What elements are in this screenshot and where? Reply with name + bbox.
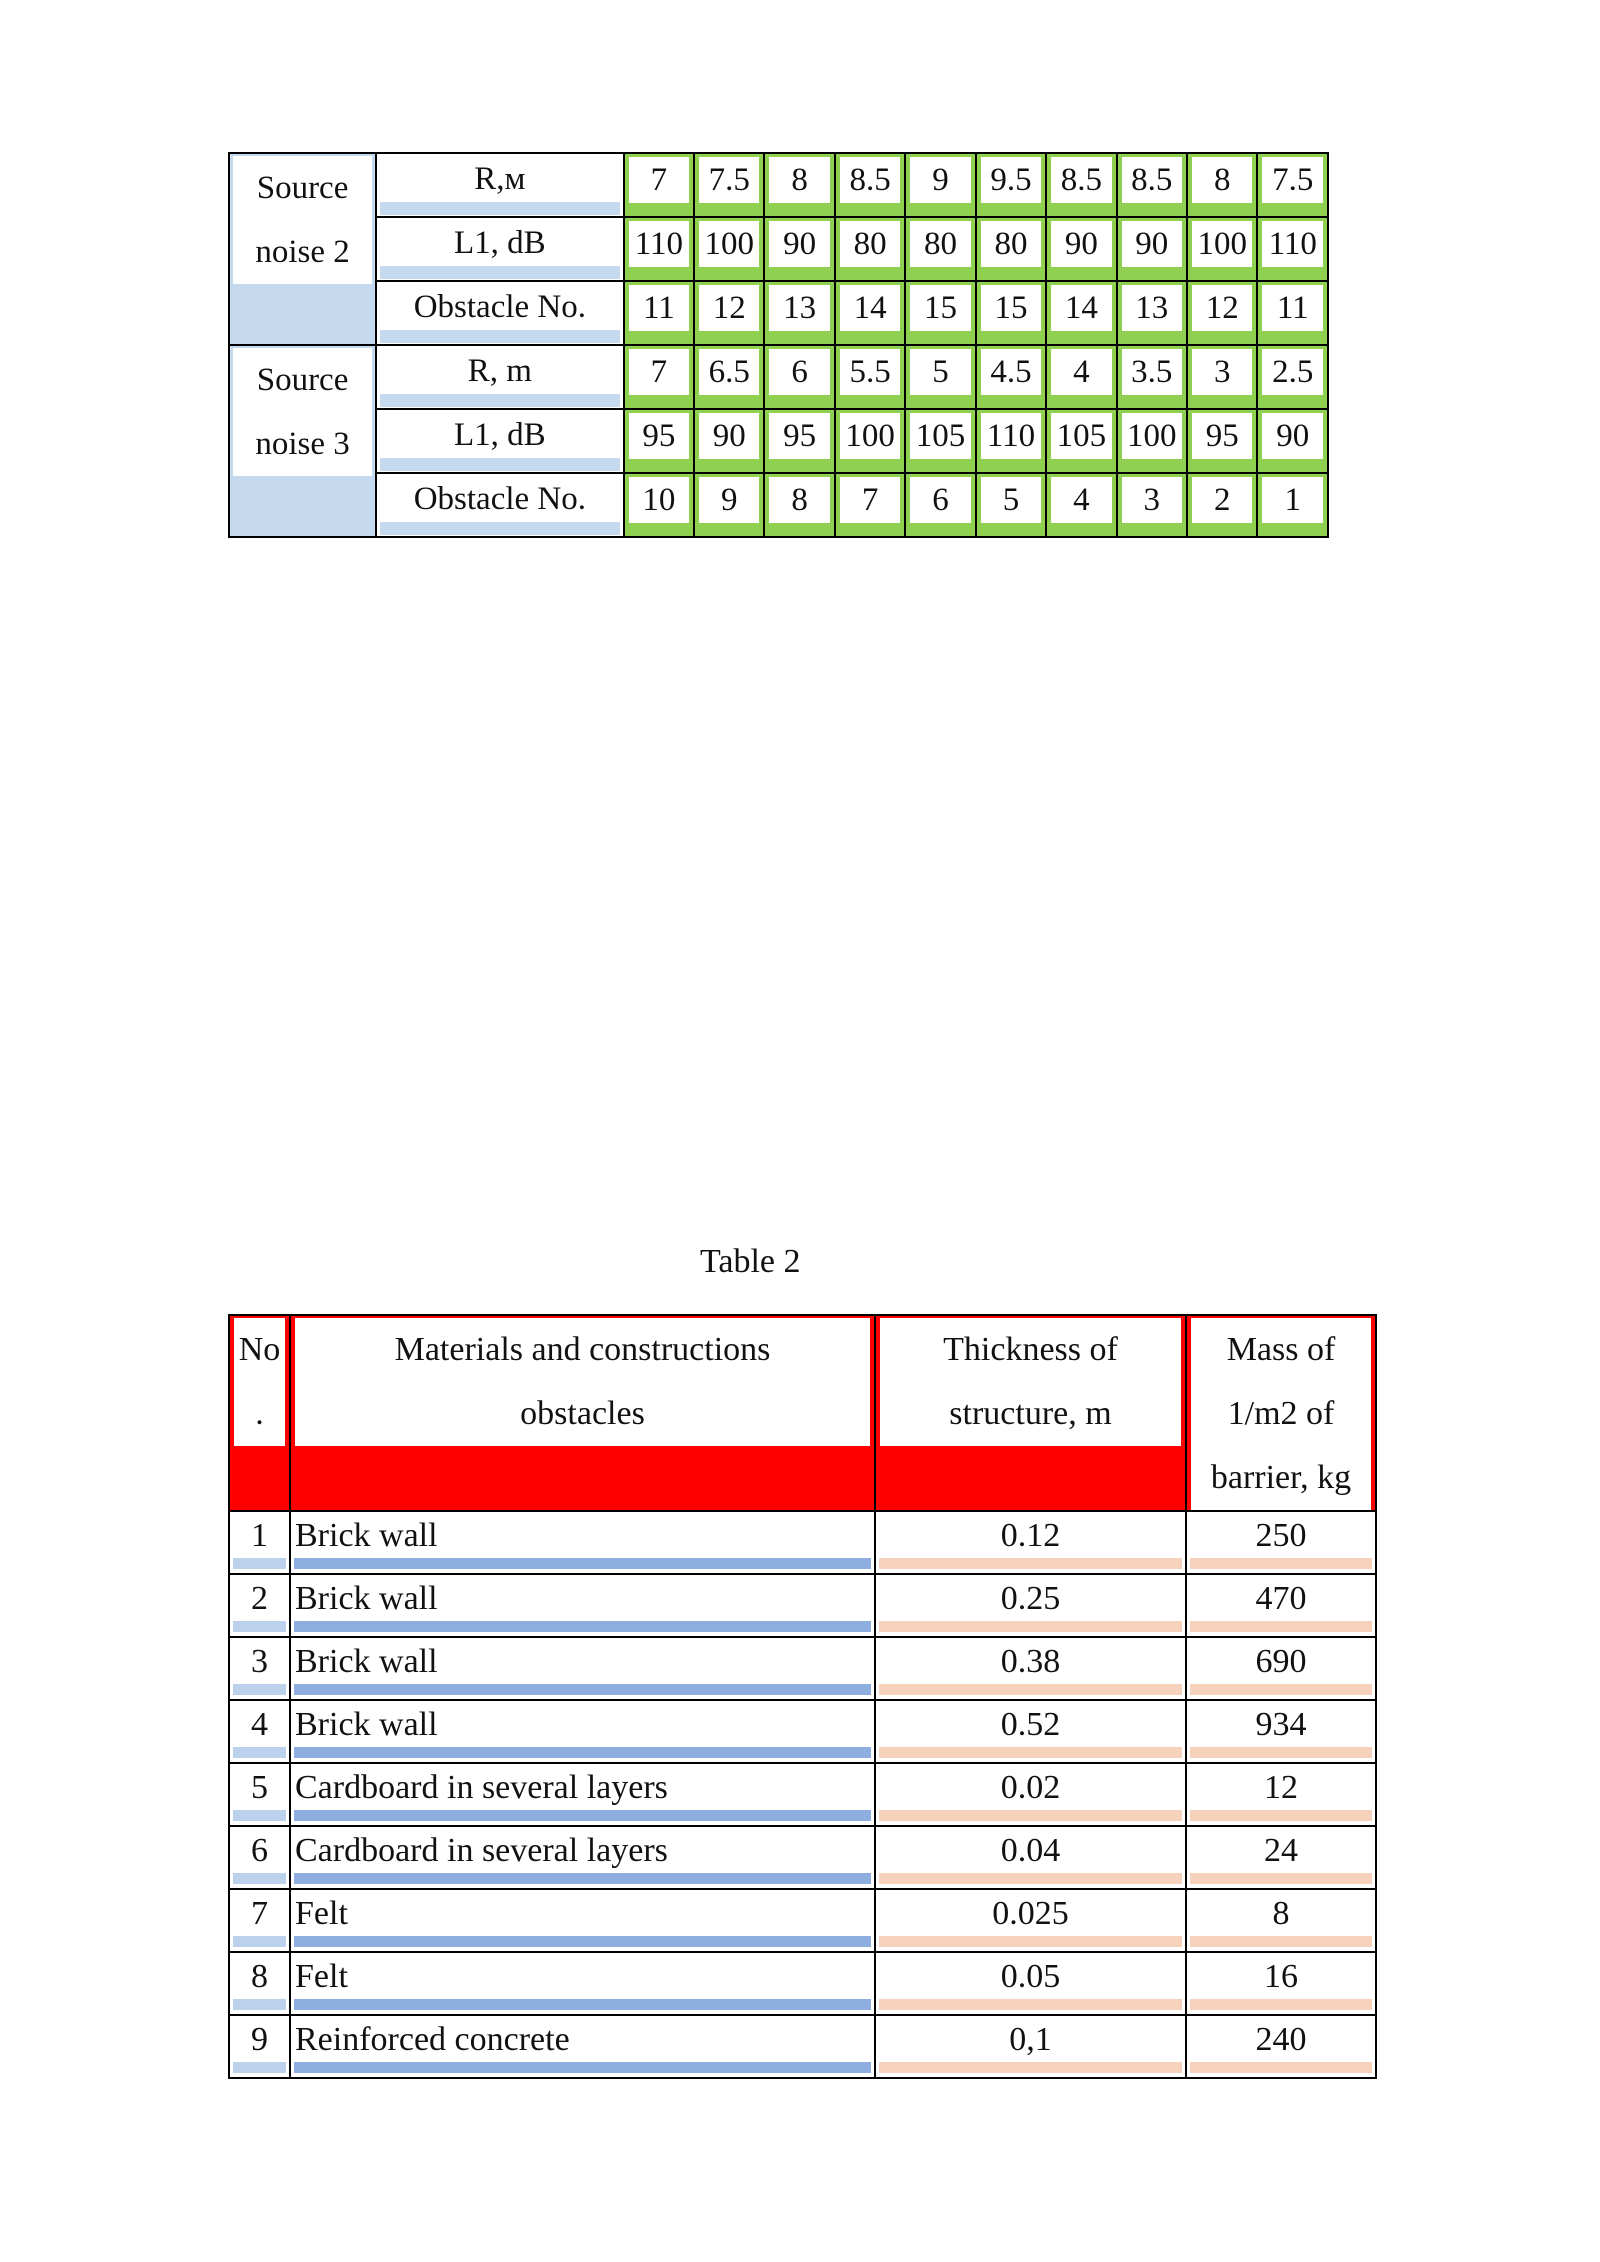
- value-text: 4: [1051, 477, 1111, 523]
- row-number: 4: [233, 1703, 286, 1758]
- mass-value: 690: [1190, 1640, 1372, 1695]
- row-number-cell: [229, 2015, 290, 2078]
- value-cell: [764, 281, 834, 345]
- value-cell: [694, 281, 764, 345]
- row-number-cell: [229, 1637, 290, 1700]
- value-text: 7.5: [699, 157, 759, 203]
- row-number: 7: [233, 1892, 286, 1947]
- row-number-cell: [229, 1700, 290, 1763]
- value-text: 100: [1192, 221, 1252, 267]
- material-name: Cardboard in several layers: [294, 1766, 871, 1821]
- table-row: [229, 1700, 1376, 1763]
- value-cell: [1117, 345, 1187, 409]
- value-cell: [624, 281, 694, 345]
- value-cell: [1257, 473, 1328, 537]
- value-cell: [976, 345, 1046, 409]
- header-thickness-line: Thickness of: [943, 1331, 1118, 1368]
- thickness-value: 0.04: [879, 1829, 1182, 1884]
- header-material-line: obstacles: [520, 1395, 645, 1432]
- row-number: 1: [233, 1514, 286, 1569]
- parameter-label-cell: [376, 409, 624, 473]
- source-noise-label: noise 3: [255, 426, 350, 462]
- mass-value: 24: [1190, 1829, 1372, 1884]
- row-number: 6: [233, 1829, 286, 1884]
- value-cell: [905, 217, 975, 281]
- value-text: 7: [629, 157, 689, 203]
- material-name-cell: [290, 1574, 875, 1637]
- value-cell: [1046, 409, 1116, 473]
- thickness-value: 0.025: [879, 1892, 1182, 1947]
- value-cell: [764, 345, 834, 409]
- value-text: 100: [699, 221, 759, 267]
- thickness-value-cell: [875, 1763, 1186, 1826]
- value-text: 9: [910, 157, 970, 203]
- parameter-label-cell: [376, 217, 624, 281]
- thickness-value-cell: [875, 1700, 1186, 1763]
- value-cell: [1257, 409, 1328, 473]
- value-cell: [976, 281, 1046, 345]
- source-noise-cell: [229, 345, 376, 537]
- value-cell: [1046, 217, 1116, 281]
- value-cell: [624, 153, 694, 217]
- value-text: 90: [1051, 221, 1111, 267]
- value-text: 100: [1122, 413, 1182, 459]
- table-row: [229, 1952, 1376, 2015]
- thickness-value-cell: [875, 1826, 1186, 1889]
- value-cell: [1046, 473, 1116, 537]
- table-row: [229, 2015, 1376, 2078]
- mass-value-cell: [1186, 1511, 1376, 1574]
- header-mass-line: barrier, kg: [1210, 1459, 1352, 1496]
- thickness-value: 0,1: [879, 2018, 1182, 2073]
- value-text: 95: [769, 413, 829, 459]
- value-text: 8: [769, 477, 829, 523]
- table-row: [229, 1574, 1376, 1637]
- table-row: [229, 1763, 1376, 1826]
- mass-value: 8: [1190, 1892, 1372, 1947]
- value-text: 2: [1192, 477, 1252, 523]
- row-number: 3: [233, 1640, 286, 1695]
- header-material: [290, 1315, 875, 1511]
- value-text: 5.5: [840, 349, 900, 395]
- parameter-label: L1, dB: [380, 412, 620, 471]
- value-text: 13: [1122, 285, 1182, 331]
- parameter-label-cell: [376, 153, 624, 217]
- value-cell: [1187, 409, 1257, 473]
- mass-value-cell: [1186, 1952, 1376, 2015]
- value-text: 110: [1262, 221, 1323, 267]
- thickness-value-cell: [875, 2015, 1186, 2078]
- header-mass: [1186, 1315, 1376, 1511]
- source-noise-label: Source: [256, 170, 349, 206]
- thickness-value-cell: [875, 1889, 1186, 1952]
- thickness-value: 0.52: [879, 1703, 1182, 1758]
- material-name: Brick wall: [294, 1514, 871, 1569]
- value-cell: [835, 409, 905, 473]
- thickness-value: 0.05: [879, 1955, 1182, 2010]
- value-text: 10: [629, 477, 689, 523]
- value-text: 14: [1051, 285, 1111, 331]
- value-text: 14: [840, 285, 900, 331]
- value-cell: [1257, 281, 1328, 345]
- value-cell: [905, 473, 975, 537]
- value-text: 6: [769, 349, 829, 395]
- value-cell: [764, 409, 834, 473]
- row-number: 8: [233, 1955, 286, 2010]
- value-cell: [764, 217, 834, 281]
- value-text: 7: [840, 477, 900, 523]
- value-cell: [1257, 217, 1328, 281]
- value-text: 7: [629, 349, 689, 395]
- value-text: 80: [910, 221, 970, 267]
- material-name: Felt: [294, 1955, 871, 2010]
- header-no-line: No: [238, 1331, 281, 1368]
- material-name-cell: [290, 1952, 875, 2015]
- mass-value-cell: [1186, 1574, 1376, 1637]
- thickness-value-cell: [875, 1511, 1186, 1574]
- value-cell: [1117, 473, 1187, 537]
- material-name-cell: [290, 1763, 875, 1826]
- value-text: 13: [769, 285, 829, 331]
- value-cell: [1187, 281, 1257, 345]
- table-row: [229, 1826, 1376, 1889]
- value-text: 12: [699, 285, 759, 331]
- material-name: Cardboard in several layers: [294, 1829, 871, 1884]
- material-name-cell: [290, 1511, 875, 1574]
- value-cell: [976, 153, 1046, 217]
- parameter-label-cell: [376, 473, 624, 537]
- value-text: 15: [910, 285, 970, 331]
- value-cell: [905, 345, 975, 409]
- value-text: 110: [629, 221, 689, 267]
- mass-value-cell: [1186, 1637, 1376, 1700]
- material-name: Felt: [294, 1892, 871, 1947]
- table-row: [229, 1889, 1376, 1952]
- value-cell: [1046, 345, 1116, 409]
- mass-value-cell: [1186, 2015, 1376, 2078]
- value-text: 110: [981, 413, 1041, 459]
- thickness-value-cell: [875, 1952, 1186, 2015]
- noise-row: [229, 153, 1328, 217]
- material-name: Brick wall: [294, 1577, 871, 1632]
- value-cell: [1117, 409, 1187, 473]
- value-cell: [1117, 281, 1187, 345]
- value-cell: [624, 217, 694, 281]
- source-noise-label: noise 2: [255, 234, 350, 270]
- value-cell: [976, 217, 1046, 281]
- value-cell: [1046, 281, 1116, 345]
- value-cell: [624, 345, 694, 409]
- table-2-caption: Table 2: [700, 1243, 801, 1280]
- value-cell: [694, 345, 764, 409]
- value-text: 8.5: [840, 157, 900, 203]
- value-text: 105: [1051, 413, 1111, 459]
- value-text: 15: [981, 285, 1041, 331]
- value-cell: [976, 409, 1046, 473]
- header-mass-line: Mass of: [1226, 1331, 1336, 1368]
- material-name: Brick wall: [294, 1703, 871, 1758]
- value-text: 4.5: [981, 349, 1041, 395]
- mass-value: 250: [1190, 1514, 1372, 1569]
- mass-value: 934: [1190, 1703, 1372, 1758]
- value-text: 95: [1192, 413, 1252, 459]
- value-cell: [1257, 345, 1328, 409]
- source-noise-label: Source: [256, 362, 349, 398]
- materials-table: [228, 1314, 1377, 2079]
- value-cell: [905, 281, 975, 345]
- mass-value-cell: [1186, 1763, 1376, 1826]
- value-text: 90: [1122, 221, 1182, 267]
- value-text: 7.5: [1262, 157, 1323, 203]
- material-name-cell: [290, 1700, 875, 1763]
- mass-value-cell: [1186, 1826, 1376, 1889]
- row-number-cell: [229, 1826, 290, 1889]
- value-cell: [835, 281, 905, 345]
- thickness-value-cell: [875, 1574, 1186, 1637]
- thickness-value: 0.02: [879, 1766, 1182, 1821]
- thickness-value-cell: [875, 1637, 1186, 1700]
- material-name-cell: [290, 1889, 875, 1952]
- header-material-line: Materials and constructions: [394, 1331, 771, 1368]
- value-text: 80: [840, 221, 900, 267]
- header-mass-line: 1/m2 of: [1227, 1395, 1335, 1432]
- value-text: 90: [1262, 413, 1323, 459]
- value-text: 9: [699, 477, 759, 523]
- value-cell: [1187, 153, 1257, 217]
- value-cell: [835, 217, 905, 281]
- row-number-cell: [229, 1889, 290, 1952]
- value-text: 80: [981, 221, 1041, 267]
- value-cell: [1117, 153, 1187, 217]
- value-cell: [764, 473, 834, 537]
- value-text: 90: [699, 413, 759, 459]
- mass-value-cell: [1186, 1889, 1376, 1952]
- row-number-cell: [229, 1574, 290, 1637]
- mass-value-cell: [1186, 1700, 1376, 1763]
- mass-value: 12: [1190, 1766, 1372, 1821]
- value-cell: [764, 153, 834, 217]
- row-number: 2: [233, 1577, 286, 1632]
- value-cell: [694, 153, 764, 217]
- header-thickness-line: structure, m: [949, 1395, 1112, 1432]
- table-row: [229, 1511, 1376, 1574]
- value-cell: [835, 345, 905, 409]
- value-text: 11: [1262, 285, 1323, 331]
- value-text: 12: [1192, 285, 1252, 331]
- row-number-cell: [229, 1511, 290, 1574]
- material-name-cell: [290, 1637, 875, 1700]
- noise-row: [229, 217, 1328, 281]
- value-cell: [694, 473, 764, 537]
- value-text: 8: [1192, 157, 1252, 203]
- value-text: 6.5: [699, 349, 759, 395]
- value-text: 8: [769, 157, 829, 203]
- value-cell: [694, 409, 764, 473]
- value-cell: [1257, 153, 1328, 217]
- value-text: 100: [840, 413, 900, 459]
- parameter-label: R, m: [380, 348, 620, 407]
- value-cell: [1117, 217, 1187, 281]
- value-cell: [905, 153, 975, 217]
- parameter-label-cell: [376, 281, 624, 345]
- material-name-cell: [290, 1826, 875, 1889]
- value-text: 90: [769, 221, 829, 267]
- value-cell: [1187, 345, 1257, 409]
- value-cell: [905, 409, 975, 473]
- header-thickness: [875, 1315, 1186, 1511]
- material-name: Reinforced concrete: [294, 2018, 871, 2073]
- mass-value: 470: [1190, 1577, 1372, 1632]
- value-text: 5: [910, 349, 970, 395]
- parameter-label: Obstacle No.: [380, 284, 620, 343]
- value-text: 95: [629, 413, 689, 459]
- parameter-label: Obstacle No.: [380, 476, 620, 535]
- value-text: 9.5: [981, 157, 1041, 203]
- thickness-value: 0.25: [879, 1577, 1182, 1632]
- value-text: 3.5: [1122, 349, 1182, 395]
- header-no: [229, 1315, 290, 1511]
- header-no-line: .: [255, 1395, 264, 1432]
- value-text: 4: [1051, 349, 1111, 395]
- row-number-cell: [229, 1763, 290, 1826]
- value-cell: [835, 153, 905, 217]
- value-text: 105: [910, 413, 970, 459]
- value-text: 11: [629, 285, 689, 331]
- noise-row: [229, 345, 1328, 409]
- value-text: 8.5: [1122, 157, 1182, 203]
- source-noise-cell: [229, 153, 376, 345]
- mass-value: 16: [1190, 1955, 1372, 2010]
- noise-row: [229, 409, 1328, 473]
- thickness-value: 0.12: [879, 1514, 1182, 1569]
- value-text: 3: [1122, 477, 1182, 523]
- value-cell: [976, 473, 1046, 537]
- value-cell: [1187, 217, 1257, 281]
- value-text: 5: [981, 477, 1041, 523]
- material-name: Brick wall: [294, 1640, 871, 1695]
- value-text: 6: [910, 477, 970, 523]
- parameter-label: L1, dB: [380, 220, 620, 279]
- parameter-label: R,м: [380, 156, 620, 215]
- value-cell: [624, 409, 694, 473]
- table-row: [229, 1637, 1376, 1700]
- value-text: 2.5: [1262, 349, 1323, 395]
- noise-row: [229, 473, 1328, 537]
- value-cell: [1046, 153, 1116, 217]
- value-text: 8.5: [1051, 157, 1111, 203]
- material-name-cell: [290, 2015, 875, 2078]
- value-cell: [694, 217, 764, 281]
- parameter-label-cell: [376, 345, 624, 409]
- value-text: 1: [1262, 477, 1323, 523]
- row-number: 5: [233, 1766, 286, 1821]
- value-cell: [1187, 473, 1257, 537]
- noise-row: [229, 281, 1328, 345]
- thickness-value: 0.38: [879, 1640, 1182, 1695]
- materials-table-header: [229, 1315, 1376, 1511]
- noise-source-table: [228, 152, 1329, 538]
- value-cell: [835, 473, 905, 537]
- value-cell: [624, 473, 694, 537]
- row-number-cell: [229, 1952, 290, 2015]
- row-number: 9: [233, 2018, 286, 2073]
- value-text: 3: [1192, 349, 1252, 395]
- mass-value: 240: [1190, 2018, 1372, 2073]
